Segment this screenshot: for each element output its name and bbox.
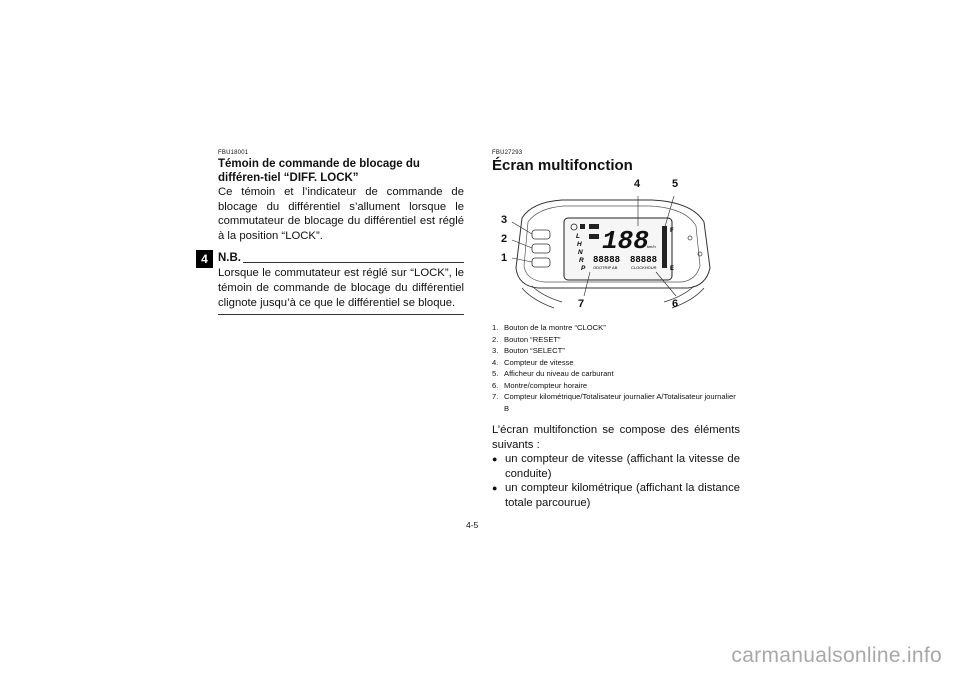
bullet-icon: ●: [492, 454, 498, 465]
note-rule: [243, 262, 464, 263]
right-column: [492, 150, 740, 511]
note-end-rule: [218, 314, 464, 315]
caption-text: Compteur kilométrique/Totalisateur journalier A/Totalisateur journalier B: [504, 392, 736, 413]
caption-item: [492, 357, 740, 369]
display-illustration: [492, 178, 724, 316]
fuel-empty-label: E: [670, 266, 675, 272]
callout-6: 6: [672, 298, 679, 310]
caption-item: [492, 334, 740, 346]
gear-letter-h: H: [577, 241, 582, 248]
note-label: N.B.: [218, 252, 241, 265]
gear-letter-p: P: [581, 265, 586, 272]
caption-item: [492, 380, 740, 392]
note-text: Lorsque le commutateur est réglé sur “LOCK”, le témoin de commande de blocage du différentiel clignote jusqu’à ce que le différentiel se bloque.: [218, 267, 464, 309]
caption-text: Compteur de vitesse: [504, 357, 574, 367]
caption-number: 7.: [492, 392, 499, 401]
section-heading-2: Écran multifonction: [492, 157, 633, 174]
caption-number: 4.: [492, 357, 499, 367]
section-heading: Témoin de commande de blocage du différen-tiel “DIFF. LOCK”: [218, 158, 420, 184]
clock-digits: 88888: [630, 255, 658, 265]
multifunction-display-figure: [492, 178, 724, 316]
caption-item: [492, 345, 740, 357]
callout-7: 7: [578, 298, 585, 310]
chapter-tab: 4: [196, 250, 213, 268]
odo-digits: 88888: [593, 255, 621, 265]
caption-text: Afficheur du niveau de carburant: [504, 369, 614, 378]
caption-number: 5.: [492, 369, 499, 378]
caption-number: 6.: [492, 380, 499, 390]
section-code: FBU18001: [218, 150, 249, 156]
gear-letter-l: L: [576, 233, 580, 240]
caption-number: 3.: [492, 346, 499, 355]
figure-captions: [492, 322, 740, 414]
callout-1: 1: [501, 252, 508, 264]
gear-letter-r: R: [579, 257, 584, 264]
section-code-2: FBU27293: [492, 150, 523, 156]
watermark: carmanualsonline.info: [731, 644, 942, 667]
intro-paragraph: L’écran multifonction se compose des éléments suivants :: [492, 424, 740, 451]
note-header: [218, 252, 464, 265]
fuel-full-label: F: [670, 228, 674, 234]
page-number: 4-5: [466, 520, 479, 530]
section-paragraph: Ce témoin et l’indicateur de commande de blocage du différentiel s’allument lorsque le commutateur de blocage du différentiel est réglé à la position “LOCK”.: [218, 186, 464, 242]
caption-item: [492, 322, 740, 334]
callout-4: 4: [634, 178, 641, 190]
bullet-icon: ●: [492, 483, 498, 494]
speed-unit: km/h: [647, 244, 656, 249]
caption-item: [492, 368, 740, 380]
callout-5: 5: [672, 178, 679, 190]
speed-digits: 188: [602, 226, 649, 256]
left-column: [218, 150, 464, 315]
callout-3: 3: [501, 214, 508, 226]
callout-2: 2: [501, 233, 508, 245]
list-item: [492, 452, 740, 481]
caption-number: 1.: [492, 323, 499, 332]
list-item: [492, 481, 740, 510]
caption-text: Montre/compteur horaire: [504, 380, 588, 390]
odo-label: ODOTRIP AB: [593, 265, 618, 270]
caption-text: Bouton “SELECT”: [504, 346, 565, 355]
caption-number: 2.: [492, 334, 499, 344]
caption-text: Bouton de la montre “CLOCK”: [504, 323, 606, 332]
bullet-text: un compteur de vitesse (affichant la vitesse de conduite): [505, 453, 740, 480]
bullet-text: un compteur kilométrique (affichant la distance totale parcourue): [505, 482, 740, 509]
clock-label: CLOCKHOUR: [631, 265, 657, 270]
caption-item: [492, 391, 740, 414]
caption-text: Bouton “RESET”: [504, 334, 561, 344]
gear-letter-n: N: [578, 249, 583, 256]
